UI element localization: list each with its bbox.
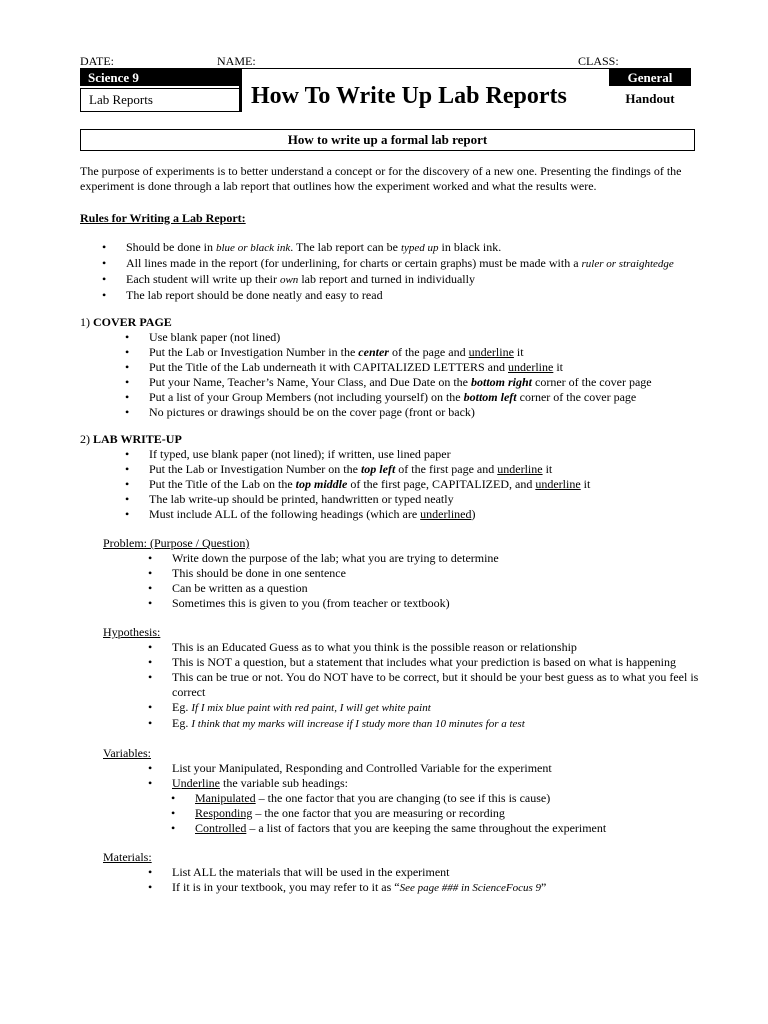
text-run: it	[580, 477, 591, 491]
list-item	[103, 821, 705, 836]
text-run: bottom left	[463, 390, 517, 404]
text-run: Can be written as a question	[172, 581, 308, 595]
list-item	[103, 806, 705, 821]
section-number: 2)	[80, 432, 93, 446]
text-run: This is an Educated Guess as to what you think is the possible reason or relationship	[172, 640, 577, 654]
text-run: – the one factor that you are changing (to see if this is cause)	[255, 791, 551, 805]
lab-writeup-list	[80, 447, 705, 522]
text-run: of the first page, CAPITALIZED, and	[347, 477, 536, 491]
text-run: own	[279, 274, 299, 286]
list-item	[80, 288, 705, 303]
text-run: Put the Title of the Lab on the	[149, 477, 296, 491]
list-item	[80, 330, 705, 345]
text-run: lab report and turned in individually	[298, 272, 475, 286]
list-item	[80, 272, 705, 288]
name-label: NAME:	[217, 54, 256, 68]
list-item	[80, 655, 705, 670]
text-run: Responding	[195, 806, 253, 820]
text-run: Put the Lab or Investigation Number in the	[149, 345, 359, 359]
text-run: center	[358, 345, 389, 359]
list-item	[80, 761, 705, 776]
text-run: List ALL the materials that will be used in the experiment	[172, 865, 450, 879]
list-item	[80, 240, 705, 256]
class-label: CLASS:	[578, 54, 619, 68]
text-run: underline	[535, 477, 581, 491]
list-item	[80, 551, 705, 566]
text-run: I think that my marks will increase if I study more than 10 minutes for a test	[191, 718, 525, 730]
text-run: Must include ALL of the following headings (which are	[149, 507, 421, 521]
text-run: List your Manipulated, Responding and Controlled Variable for the experiment	[172, 761, 552, 775]
text-run: underline	[497, 462, 543, 476]
lab-writeup-heading	[80, 432, 705, 447]
hypothesis-heading: Hypothesis:	[103, 625, 161, 639]
list-item	[80, 581, 705, 596]
section-label: COVER PAGE	[93, 315, 172, 329]
list-item	[80, 256, 705, 272]
rules-list	[80, 240, 705, 303]
cover-page-list	[80, 330, 705, 420]
list-item	[80, 345, 705, 360]
text-run: Write down the purpose of the lab; what you are trying to determine	[172, 551, 499, 565]
text-run: Put the Title of the Lab underneath it with CAPITALIZED LETTERS and	[149, 360, 508, 374]
date-label: DATE:	[80, 54, 114, 68]
text-run: The lab write-up should be printed, handwritten or typed neatly	[149, 492, 454, 506]
list-item	[80, 640, 705, 655]
list-item	[80, 447, 705, 462]
unit-box: Lab Reports	[80, 88, 241, 112]
text-run: Controlled	[195, 821, 247, 835]
list-item	[80, 716, 705, 732]
text-run: – the one factor that you are measuring or recording	[252, 806, 505, 820]
text-run: in black ink.	[438, 240, 502, 254]
text-run: corner of the cover page	[532, 375, 652, 389]
text-run: corner of the cover page	[516, 390, 637, 404]
text-run: If it is in your textbook, you may refer to it as “	[172, 880, 400, 894]
text-run: No pictures or drawings should be on the cover page (front or back)	[149, 405, 475, 419]
text-run: it	[553, 360, 563, 374]
section-number: 1)	[80, 315, 93, 329]
list-item	[80, 670, 705, 700]
list-item	[80, 390, 705, 405]
problem-heading: Problem: (Purpose / Question)	[103, 536, 250, 550]
text-run: . The lab report can be	[290, 240, 401, 254]
text-run: of the first page and	[395, 462, 498, 476]
hypothesis-list	[80, 640, 705, 732]
doc-type-label: Handout	[625, 91, 675, 106]
text-run: Eg.	[172, 716, 192, 730]
text-run: blue or black ink	[216, 242, 291, 254]
text-run: – a list of factors that you are keeping the same throughout the experiment	[246, 821, 607, 835]
intro-paragraph: The purpose of experiments is to better understand a concept or for the discovery of a new one. Presenting the findings of the experiment is done through a lab report that outlines how the experiment worked and what the results were.	[80, 164, 682, 193]
text-run: This is NOT a question, but a statement that includes what your prediction is based on what is happening	[172, 655, 677, 669]
text-run: of the page and	[388, 345, 469, 359]
variables-heading: Variables:	[103, 746, 151, 760]
text-run: typed up	[400, 242, 439, 254]
text-run: The lab report should be done neatly and easy to read	[126, 288, 383, 302]
text-run: bottom right	[470, 375, 532, 389]
list-item	[80, 507, 705, 522]
page-title: How To Write Up Lab Reports	[251, 83, 567, 109]
materials-list	[80, 865, 705, 896]
list-item	[80, 880, 705, 896]
subject-badge: Science 9	[80, 69, 241, 86]
list-item	[80, 865, 705, 880]
text-run: ruler or straightedge	[581, 258, 674, 270]
text-run: underline	[508, 360, 554, 374]
list-item	[80, 566, 705, 581]
list-item	[103, 791, 705, 806]
text-run: Put your Name, Teacher’s Name, Your Class, and Due Date on the	[149, 375, 471, 389]
text-run: ”	[541, 880, 547, 894]
text-run: Manipulated	[195, 791, 256, 805]
text-run: it	[513, 345, 524, 359]
list-item	[80, 492, 705, 507]
list-item	[80, 700, 705, 716]
list-item	[80, 405, 705, 420]
document-body	[80, 164, 705, 896]
text-run: underlined	[420, 507, 472, 521]
text-run: Underline	[172, 776, 220, 790]
header-divider	[239, 69, 242, 112]
text-run: This should be done in one sentence	[172, 566, 346, 580]
list-item	[80, 360, 705, 375]
text-run: This can be true or not. You do NOT have to be correct, but it should be your best guess as to what you feel is correct	[172, 670, 699, 699]
text-run: underline	[468, 345, 514, 359]
list-item	[80, 375, 705, 390]
problem-list	[80, 551, 705, 611]
text-run: If typed, use blank paper (not lined); if written, use lined paper	[149, 447, 451, 461]
text-run: top middle	[295, 477, 348, 491]
list-item	[80, 477, 705, 492]
list-item	[80, 776, 705, 791]
text-run: Eg.	[172, 700, 192, 714]
variables-list	[80, 761, 705, 791]
text-run: it	[542, 462, 553, 476]
text-run: If I mix blue paint with red paint, I will get white paint	[191, 702, 431, 714]
text-run: Put the Lab or Investigation Number on the	[149, 462, 361, 476]
level-badge: General	[609, 69, 691, 86]
rules-heading: Rules for Writing a Lab Report:	[80, 211, 246, 225]
list-item	[80, 462, 705, 477]
cover-page-heading	[80, 315, 705, 330]
text-run: All lines made in the report (for underlining, for charts or certain graphs) must be made with a	[126, 256, 582, 270]
section-title-box: How to write up a formal lab report	[80, 129, 695, 151]
text-run: Use blank paper (not lined)	[149, 330, 281, 344]
variables-sub-list	[80, 791, 705, 836]
text-run: )	[471, 507, 476, 521]
text-run: the variable sub headings:	[219, 776, 348, 790]
text-run: See page ### in ScienceFocus 9	[399, 882, 542, 894]
materials-heading: Materials:	[103, 850, 152, 864]
text-run: Sometimes this is given to you (from teacher or textbook)	[172, 596, 450, 610]
text-run: Should be done in	[126, 240, 216, 254]
section-label: LAB WRITE-UP	[93, 432, 182, 446]
text-run: Put a list of your Group Members (not including yourself) on the	[149, 390, 464, 404]
text-run: top left	[360, 462, 396, 476]
list-item	[80, 596, 705, 611]
text-run: Each student will write up their	[126, 272, 280, 286]
